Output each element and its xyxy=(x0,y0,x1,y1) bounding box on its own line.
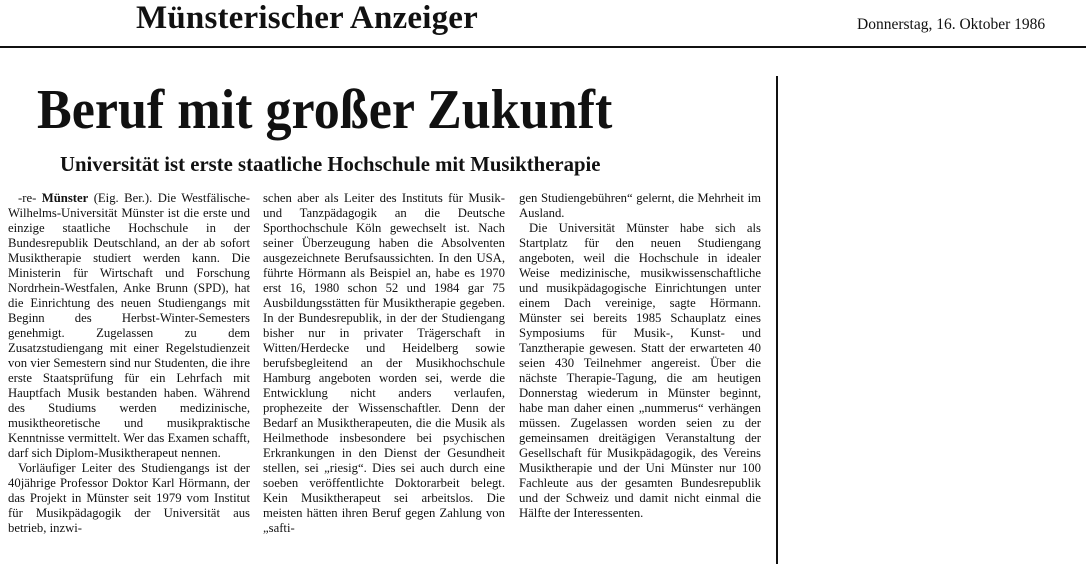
masthead-rule xyxy=(0,46,1086,48)
article-column-3 xyxy=(519,191,761,521)
column-2-paragraph-1: schen aber als Leiter des Instituts für Musik- und Tanzpädagogik an die Deutsche Sporthochschule Köln gewechselt ist. Nach seiner Überzeugung haben die Absolventen ausgezeichnete Berufsaussichten. In den USA, führte Hörmann als Beispiel an, habe es 1970 erst 16, 1980 schon 52 und 1984 gar 75 Ausbildungsstätten für Musiktherapie gegeben. In der Bundesrepublik, in der der Studiengang bisher nur in privater Trägerschaft in Witten/Herdecke und Heidelberg sowie berufsbegleitend an der Musikhochschule Hamburg angeboten worden sei, werde die Entwicklung nicht anders verlaufen, prophezeite der Wissenschaftler. Denn der Bedarf an Musiktherapeuten, die die Musik als Heilmethode insbesondere bei psychischen Erkrankungen in den Dienst der Gesundheit stellen, sei „riesig“. Dies sei auch durch eine soeben veröffentlichte Doktorarbeit belegt. Kein Musiktherapeut sei arbeitslos. Die meisten hätten ihren Beruf gegen Zahlung von „safti- xyxy=(263,191,505,535)
newspaper-name: Münsterischer Anzeiger xyxy=(136,0,478,36)
column-1-text-1: Die Westfälische-Wilhelms-Universität Münster ist die erste und einzige staatliche Hochschule in der Bundesrepublik Deutschland, an der ab sofort Musiktherapie studiert werden kann. Die Ministerin für Wirtschaft und Forschung Nordrhein-Westfalen, Anke Brunn (SPD), hat die Einrichtung des neuen Studiengangs mit Beginn des Herbst-Winter-Semesters genehmigt. Zugelassen zu dem Zusatzstudiengang mit einer Regelstudienzeit von vier Semestern sind nur Studenten, die ihre erste Staatsprüfung für ein Lehrfach mit Hauptfach Musik bestanden haben. Während des Studiums werden medizinische, musiktheoretische und musikpraktische Kenntnisse vermittelt. Wer das Examen schafft, darf sich Diplom-Musiktherapeut nennen. xyxy=(8,191,251,460)
issue-date: Donnerstag, 16. Oktober 1986 xyxy=(857,16,1046,33)
column-3-paragraph-2: Die Universität Münster habe sich als Startplatz für den neuen Studiengang angeboten, weil die Hochschule in idealer Weise medizinische, musikwissenschaftliche und musikpädagogische Einrichtungen unter einem Dach vereinige, sagte Hörmann. Münster sei bereits 1985 Schauplatz eines Symposiums für Musik-, Kunst- und Tanztherapie gewesen. Statt der erwarteten 40 seien 430 Teilnehmer angereist. Über die nächste Therapie-Tagung, die am heutigen Donnerstag wiederum in Münster beginnt, habe man daher einen „nummerus“ verhängen müssen. Zugelassen worden seien zu der gemeinsamen dreitägigen Veranstaltung der Gesellschaft für Musikpädagogik, des Vereins Musiktherapie und der Uni Münster nur 100 Fachleute aus der gesamten Bundesrepublik und der Schweiz und damit nicht einmal die Hälfte der Interessenten. xyxy=(519,221,761,520)
article-headline: Beruf mit großer Zukunft xyxy=(37,79,613,141)
dateline-place: Münster xyxy=(41,191,89,205)
dateline-author: -re- xyxy=(18,191,37,205)
column-1-paragraph-2: Vorläufiger Leiter des Studiengangs ist der 40jährige Professor Doktor Karl Hörmann, der das Projekt in Münster seit 1979 vom Institut für Musikpädagogik der Universität aus betrieb, inzwi- xyxy=(8,461,250,535)
margin-line xyxy=(776,76,778,564)
article-subheadline: Universität ist erste staatliche Hochschule mit Musiktherapie xyxy=(60,152,601,176)
column-1-paragraph-1 xyxy=(8,191,250,461)
dateline-source: (Eig. Ber.). xyxy=(93,191,153,205)
article-column-1 xyxy=(8,191,250,536)
column-3-paragraph-1: gen Studiengebühren“ gelernt, die Mehrheit im Ausland. xyxy=(519,191,761,220)
article-column-2 xyxy=(263,191,505,536)
